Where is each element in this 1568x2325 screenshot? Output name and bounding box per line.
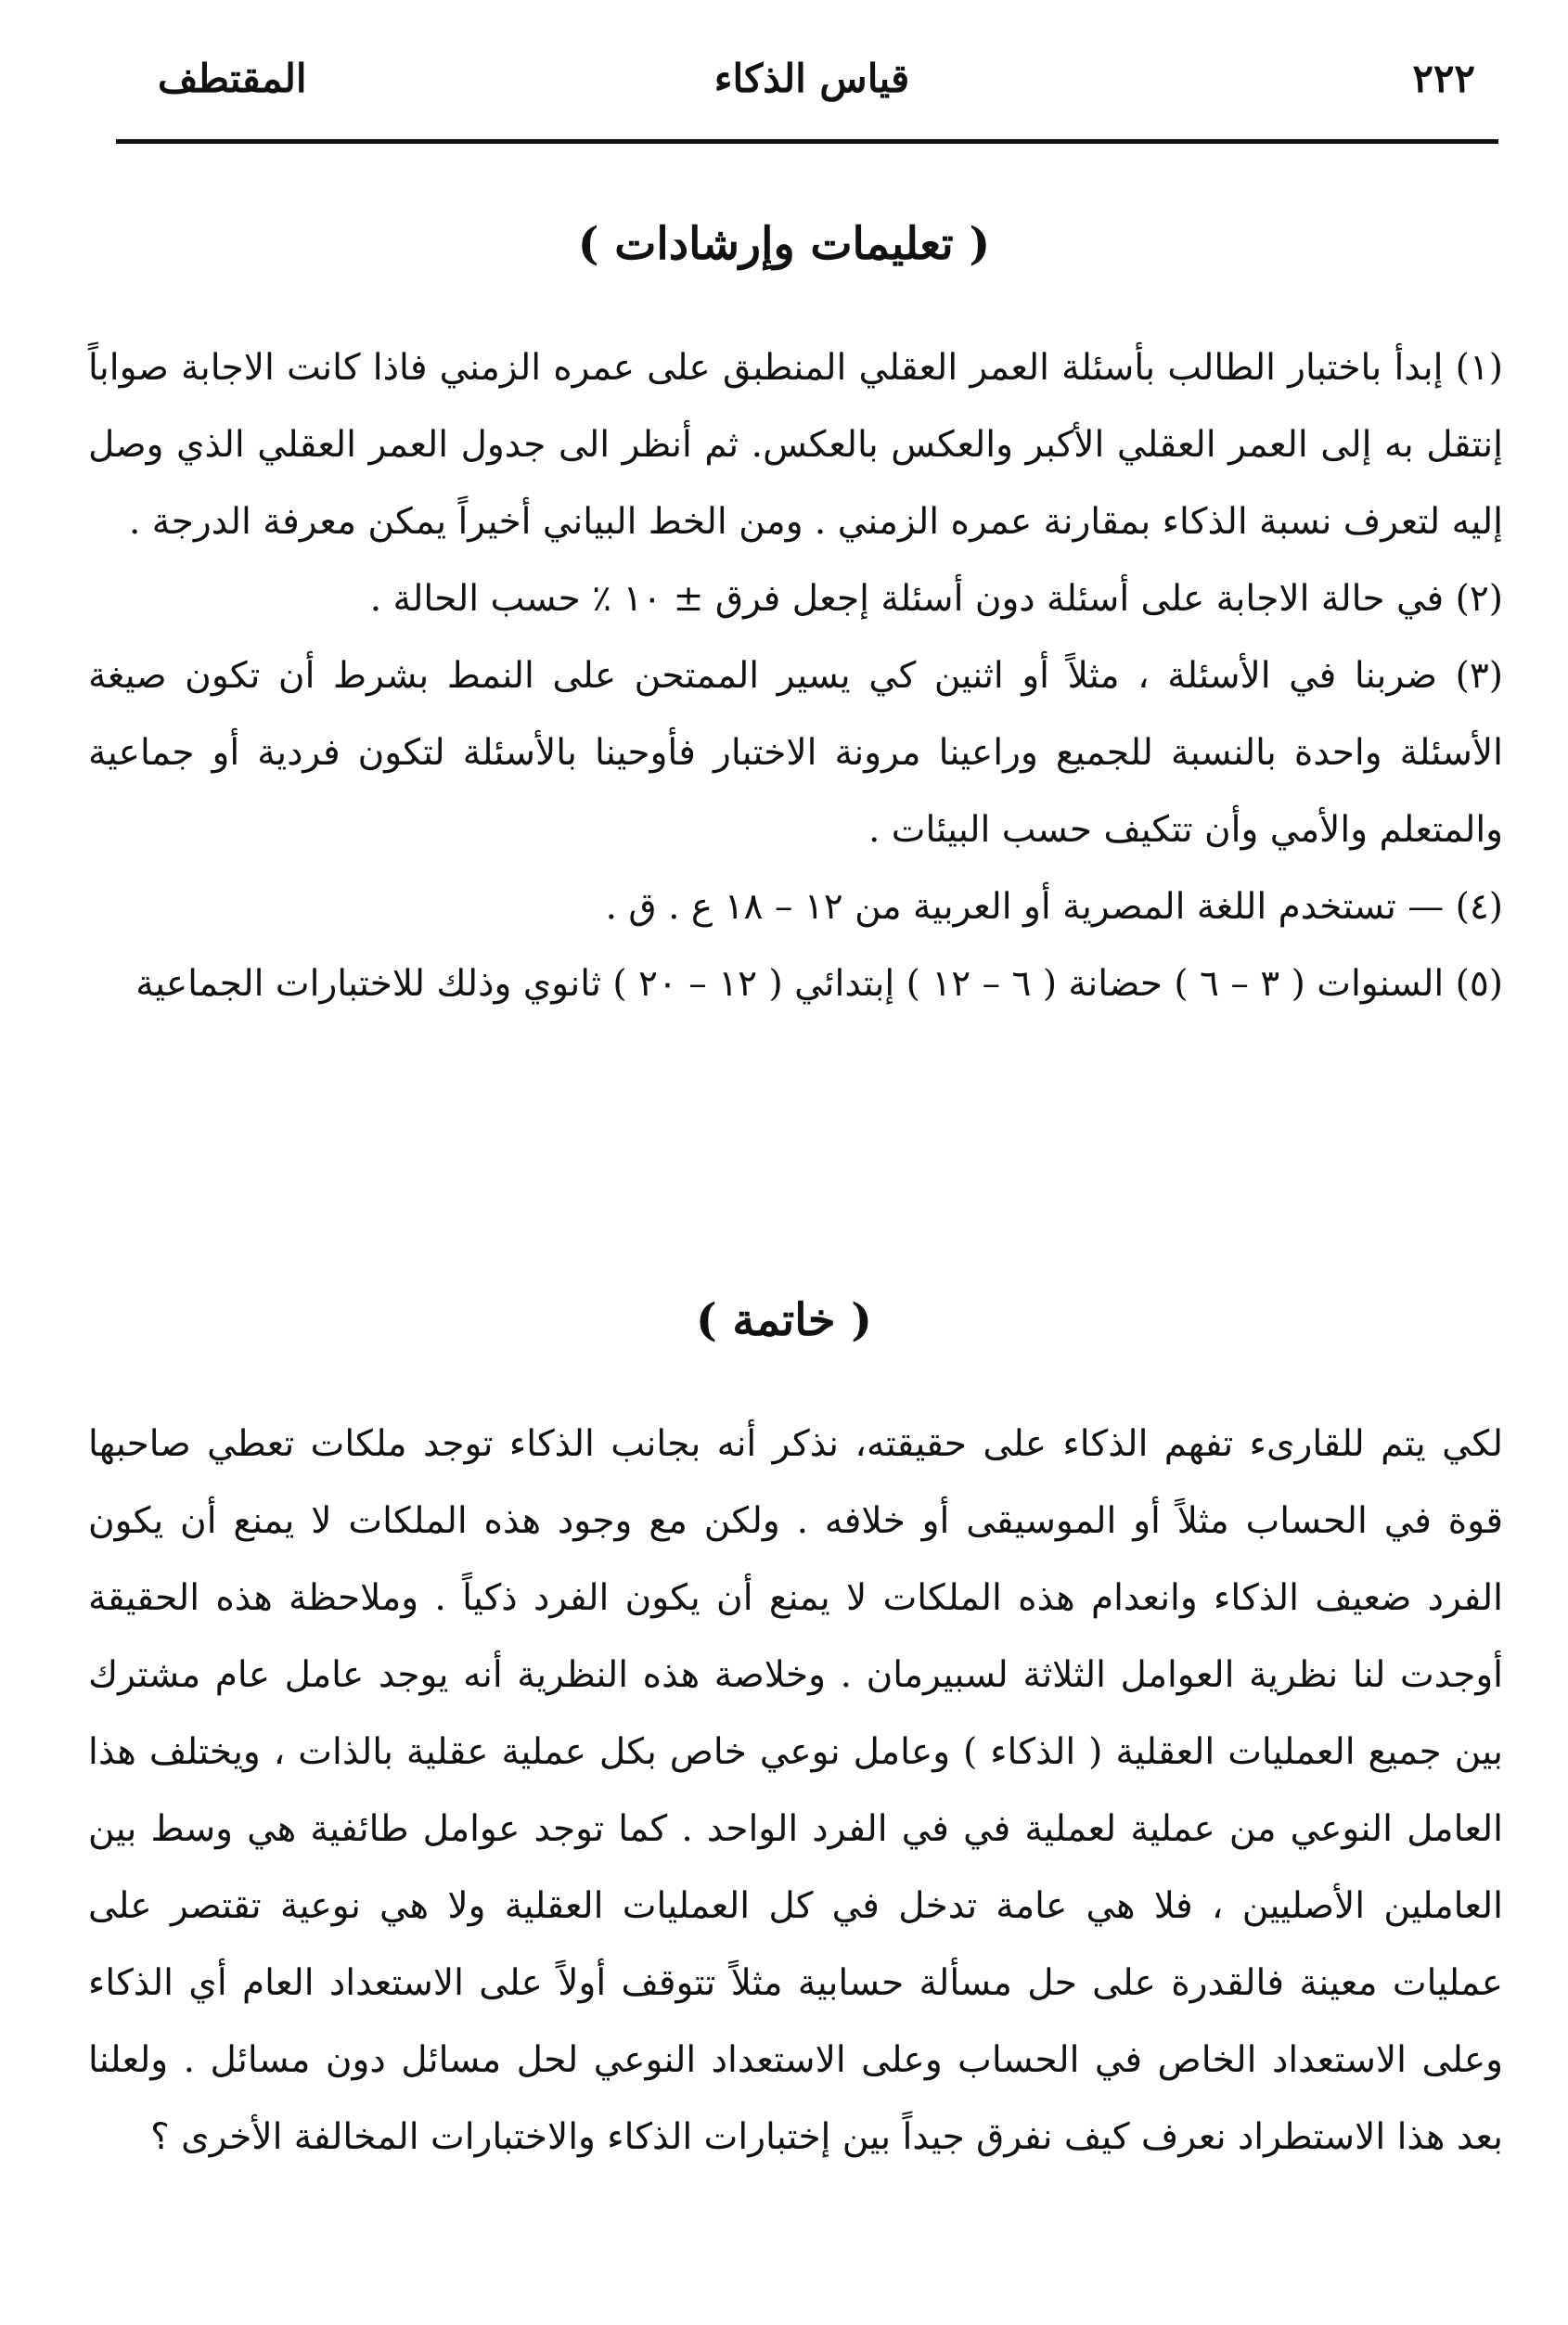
instruction-item-4: (٤) — تستخدم اللغة المصرية أو العربية من ١٢ – ١٨ ع . ق . (605, 886, 1503, 928)
instruction-item-1: (١) إبدأ باختبار الطالب بأسئلة العمر العقلي المنطبق على عمره الزمني فاذا كانت الاجابة صواباً إنتقل به إلى العمر العقلي الأكبر والعكس بالعكس. ثم أنظر الى جدول العمر العقلي الذي وصل إليه لتعرف نسبة الذكاء بمقارنة عمره الزمني . ومن الخط البياني أخيراً يمكن معرفة الدرجة . (88, 347, 1503, 543)
article-title: قياس الذكاء (713, 56, 910, 101)
conclusion-body (88, 1406, 1503, 2176)
instructions-heading: ( تعليمات وإرشادات ) (577, 218, 991, 270)
instruction-item-5: (٥) السنوات ( ٣ – ٦ ) حضانة ( ٦ – ١٢ ) إبتدائي ( ١٢ – ٢٠ ) ثانوي وذلك للاختبارات الجماعية (135, 963, 1503, 1005)
instructions-list (88, 329, 1503, 1022)
conclusion-paragraph: لكي يتم للقارىء تفهم الذكاء على حقيقته، نذكر أنه بجانب الذكاء توجد ملكات تعطي صاحبها قوة في الحساب مثلاً أو الموسيقى أو خلافه . ولكن مع وجود هذه الملكات لا يمنع أن يكون الفرد ضعيف الذكاء وانعدام هذه الملكات لا يمنع أن يكون الفرد ذكياً . وملاحظة هذه الحقيقة أوجدت لنا نظرية العوامل الثلاثة لسبيرمان . وخلاصة هذه النظرية أنه يوجد عامل عام مشترك بين جميع العمليات العقلية ( الذكاء ) وعامل نوعي خاص بكل عملية عقلية بالذات ، ويختلف هذا العامل النوعي من عملية لعملية في في الفرد الواحد . كما توجد عوامل طائفية هي وسط بين العاملين الأصليين ، فلا هي عامة تدخل في كل العمليات العقلية ولا هي نوعية تقتصر على عمليات معينة فالقدرة على حل مسألة حسابية مثلاً تتوقف أولاً على الاستعداد العام أي الذكاء وعلى الاستعداد الخاص في الحساب وعلى الاستعداد النوعي لحل مسائل دون مسائل . ولعلنا بعد هذا الاستطراد نعرف كيف نفرق جيداً بين إختبارات الذكاء والاختبارات المخالفة الأخرى ؟ (88, 1423, 1503, 2158)
instruction-item-3: (٣) ضربنا في الأسئلة ، مثلاً أو اثنين كي يسير الممتحن على النمط بشرط أن تكون صيغة الأسئلة واحدة بالنسبة للجميع وراعينا مرونة الاختبار فأوحينا بالأسئلة لتكون فردية أو جماعية والمتعلم والأمي وأن تتكيف حسب البيئات . (88, 655, 1503, 851)
header-rule (116, 139, 1498, 144)
conclusion-heading: ( خاتمة ) (696, 1294, 872, 1346)
running-head (130, 46, 1494, 121)
page-number: ٢٢٢ (1412, 56, 1475, 101)
instruction-item-2: (٢) في حالة الاجابة على أسئلة دون أسئلة إجعل فرق ± ١٠ ٪ حسب الحالة . (369, 578, 1503, 620)
journal-name: المقتطف (158, 56, 307, 101)
